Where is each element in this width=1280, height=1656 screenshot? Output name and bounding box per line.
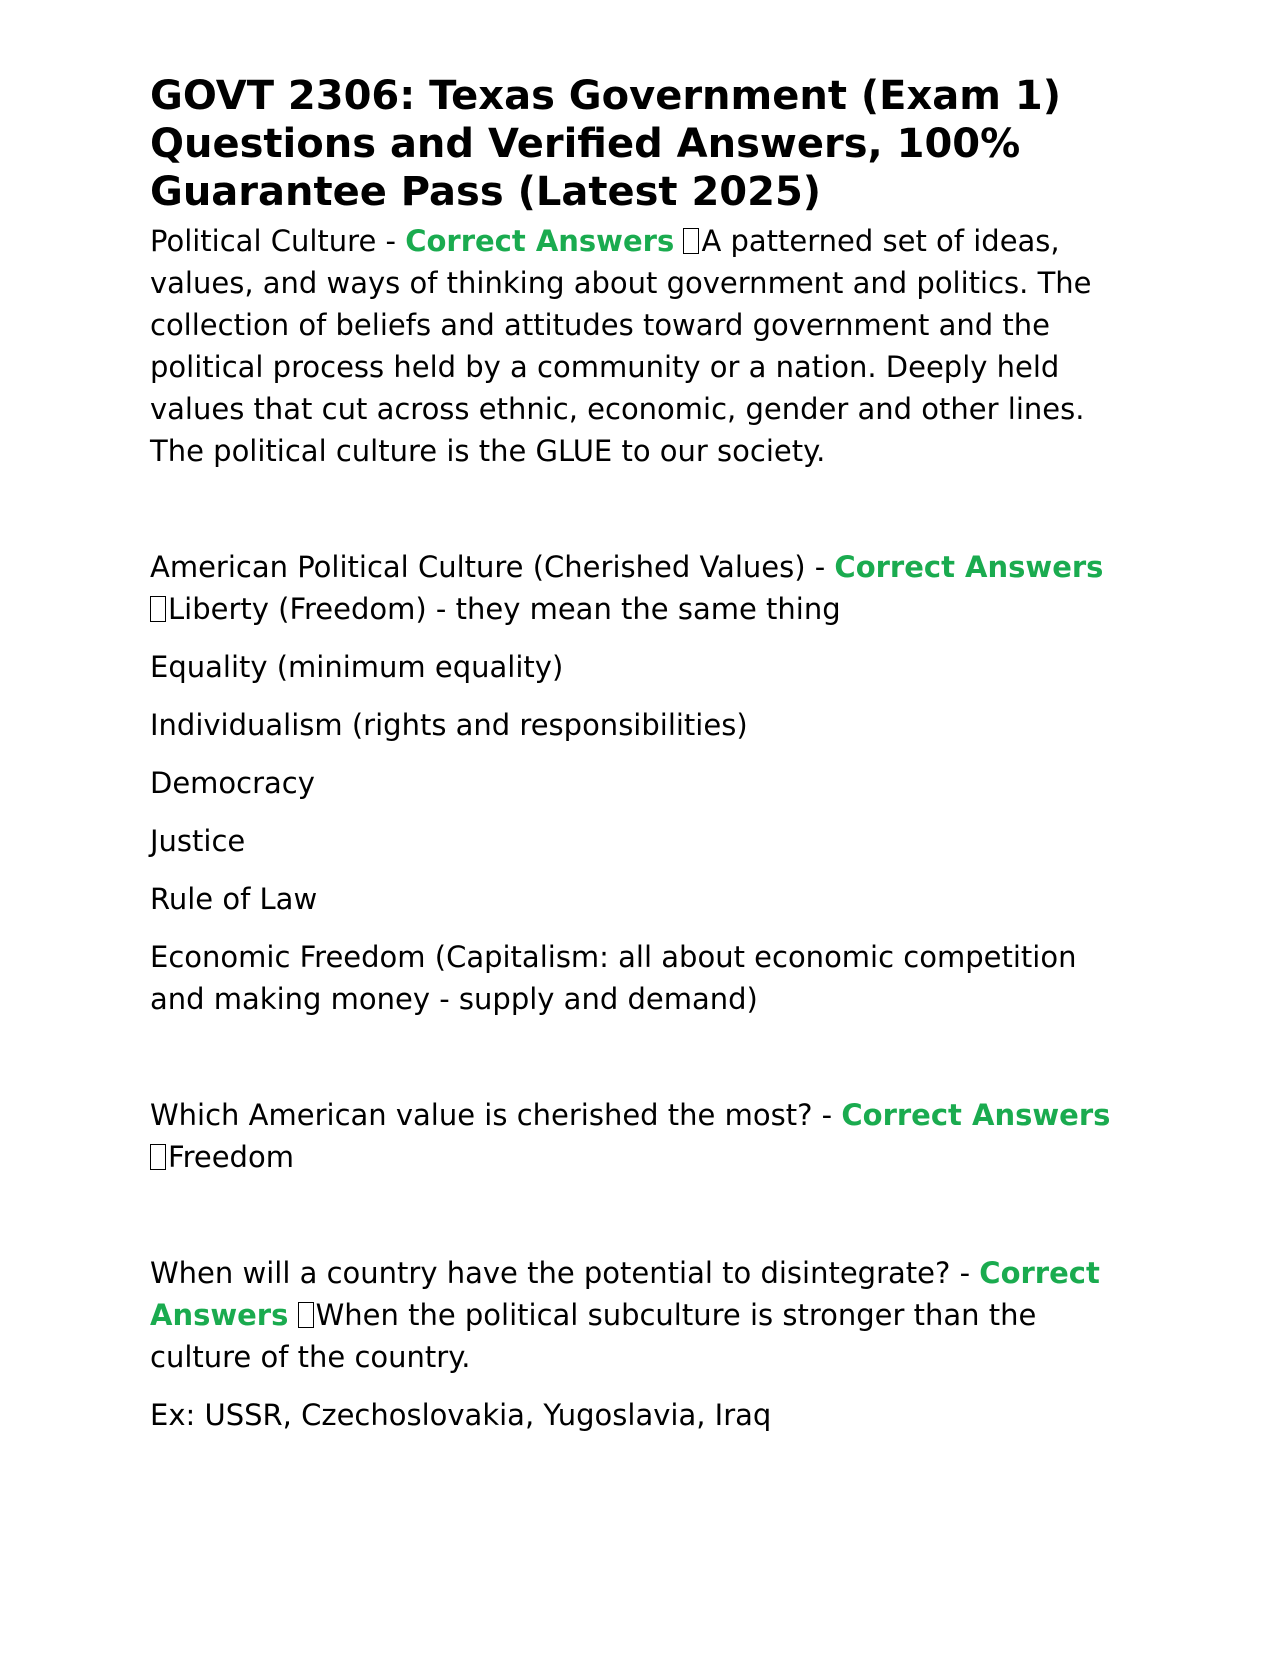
- answer-text: A patterned set of ideas, values, and ways of thinking about government and politics. The collection of beliefs and attitudes toward government and the political process held by a community or a nation. Deeply held values that cut across ethnic, economic, gender and other lines. The political culture is the GLUE to our society.: [150, 224, 1092, 468]
- answer-text: Freedom: [168, 1140, 294, 1174]
- answer-line: Ex: USSR, Czechoslovakia, Yugoslavia, Iraq: [150, 1398, 772, 1432]
- missing-glyph-icon: [150, 596, 166, 622]
- document-page: [150, 72, 1130, 1436]
- answer-line: Equality (minimum equality): [150, 650, 564, 684]
- correct-answers-label: Correct Answers: [834, 550, 1104, 584]
- missing-glyph-icon: [683, 228, 699, 254]
- missing-glyph-icon: [150, 1144, 166, 1170]
- question-term: American Political Culture (Cherished Values) -: [150, 550, 835, 584]
- qa-entry: [150, 220, 1130, 472]
- correct-answers-label: Correct Answers: [150, 1256, 1100, 1332]
- qa-entry: [150, 546, 1130, 630]
- correct-answers-label: Correct Answers: [405, 224, 675, 258]
- answer-line: Economic Freedom (Capitalism: all about economic competition and making money - supply and demand): [150, 940, 1077, 1016]
- qa-entry: [150, 1094, 1130, 1178]
- answer-line: Individualism (rights and responsibilities): [150, 708, 748, 742]
- missing-glyph-icon: [298, 1302, 314, 1328]
- question-term: When will a country have the potential to disintegrate? -: [150, 1256, 980, 1290]
- qa-entry: [150, 1252, 1130, 1378]
- answer-line: Justice: [150, 824, 246, 858]
- answer-line: Democracy: [150, 766, 315, 800]
- question-term: Political Culture -: [150, 224, 406, 258]
- answer-line: Rule of Law: [150, 882, 318, 916]
- answer-text: Liberty (Freedom) - they mean the same thing: [168, 592, 841, 626]
- answer-text: When the political subculture is stronger than the culture of the country.: [150, 1298, 1037, 1374]
- document-title: GOVT 2306: Texas Government (Exam 1) Questions and Verified Answers, 100% Guarantee Pass (Latest 2025): [150, 73, 1061, 215]
- question-term: Which American value is cherished the most? -: [150, 1098, 842, 1132]
- correct-answers-label: Correct Answers: [841, 1098, 1111, 1132]
